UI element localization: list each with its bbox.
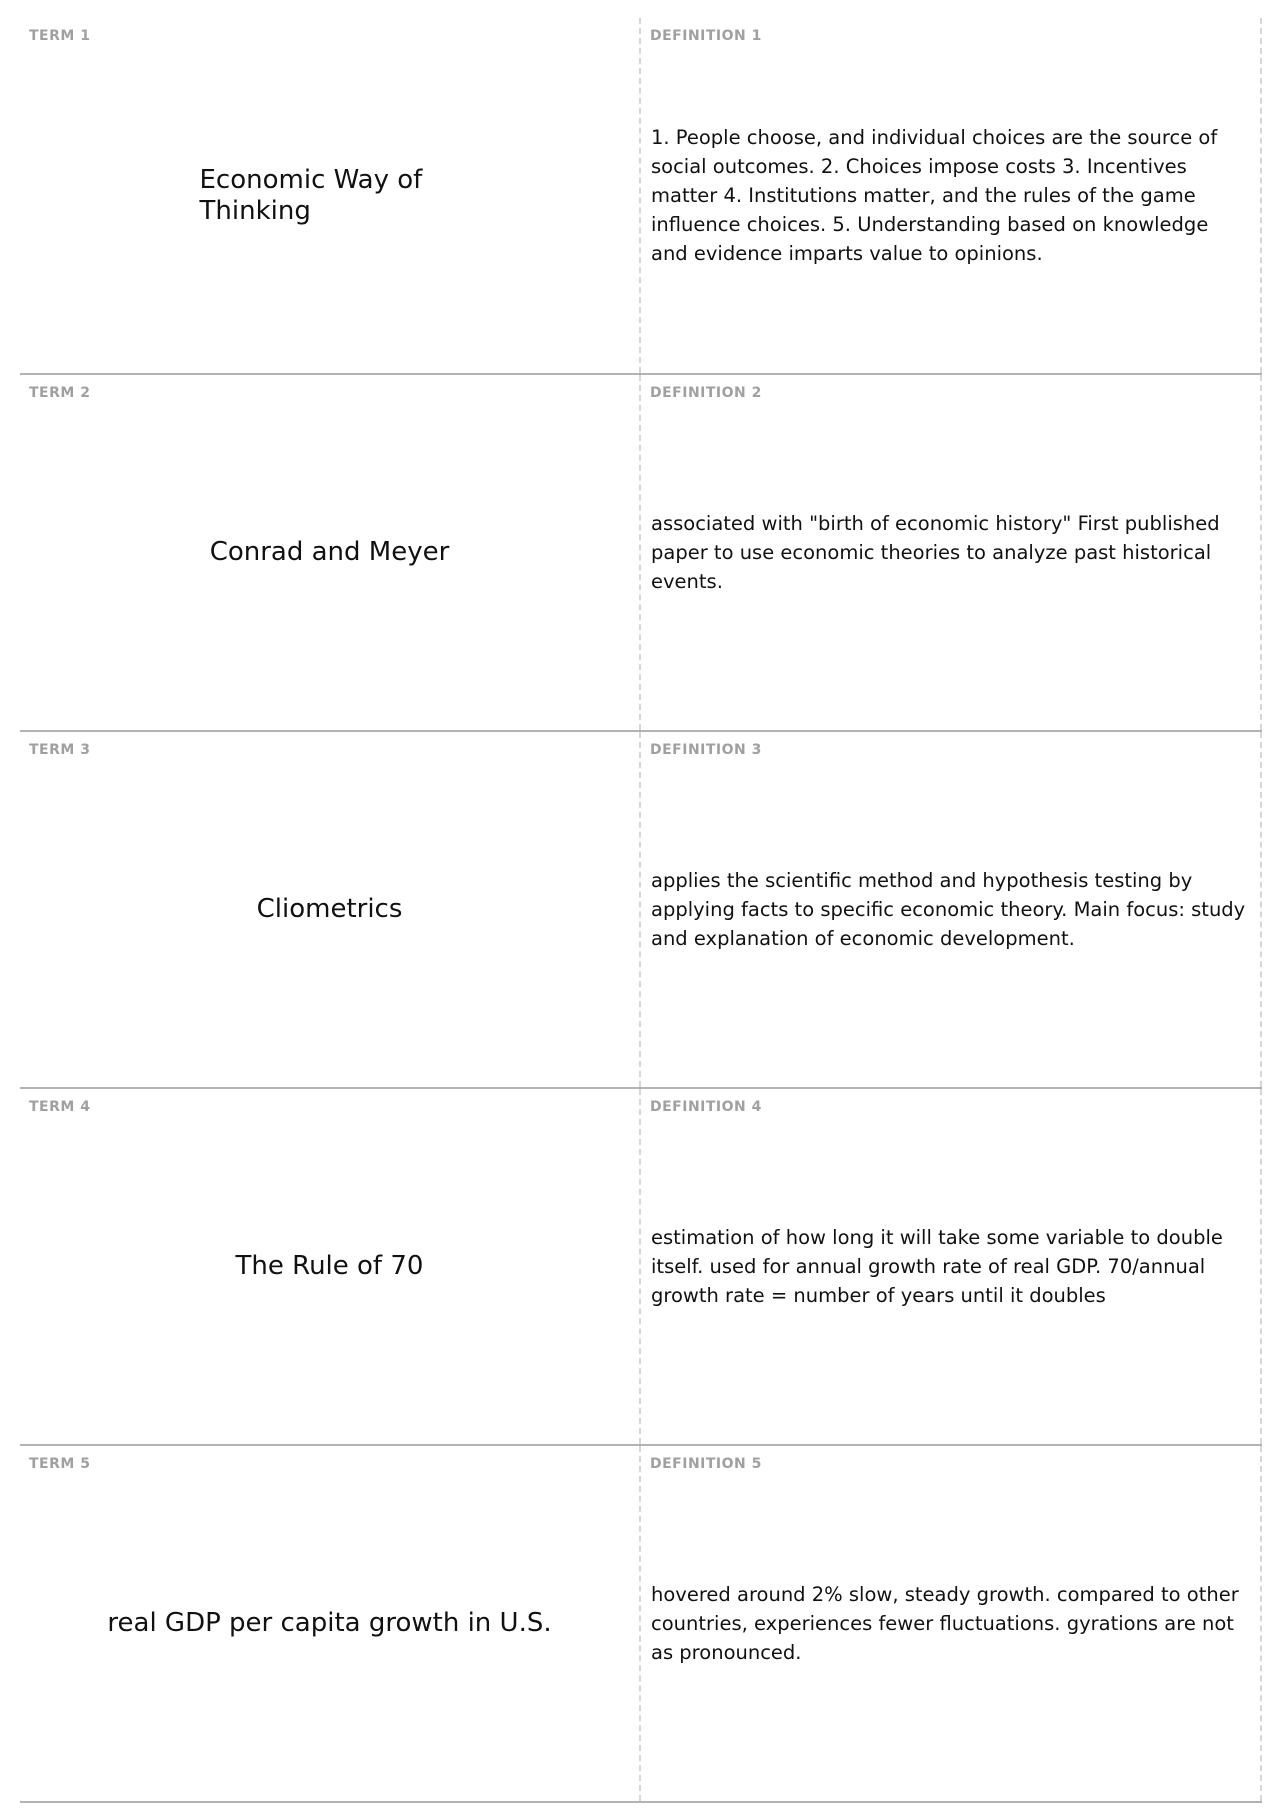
term-label: TERM 1	[29, 28, 91, 44]
definition-text: associated with "birth of economic history" First published paper to use economic theories to analyze past historical events.	[651, 512, 1220, 593]
definition-text: estimation of how long it will take some variable to double itself. used for annual growth rate of real GDP. 70/annual growth rate = number of years until it doubles	[651, 1226, 1223, 1307]
term-text: Cliometrics	[256, 894, 403, 924]
flashcard-sheet	[20, 18, 1262, 1803]
definition-label: DEFINITION 1	[650, 28, 762, 44]
term-label: TERM 2	[29, 385, 91, 401]
term-text: Economic Way of Thinking	[199, 164, 423, 226]
definition-label: DEFINITION 4	[650, 1099, 762, 1115]
term-text: Conrad and Meyer	[209, 537, 450, 567]
term-text: real GDP per capita growth in U.S.	[107, 1608, 552, 1638]
flashcard-row	[20, 1446, 1262, 1803]
term-cell	[20, 1089, 641, 1444]
term-cell	[20, 18, 641, 373]
definition-cell	[641, 18, 1262, 373]
definition-text: hovered around 2% slow, steady growth. compared to other countries, experiences fewer fluctuations. gyrations are not as pronounced.	[651, 1583, 1239, 1664]
definition-cell	[641, 375, 1262, 730]
flashcard-row	[20, 18, 1262, 375]
term-label: TERM 3	[29, 742, 91, 758]
term-label: TERM 5	[29, 1456, 91, 1472]
term-label: TERM 4	[29, 1099, 91, 1115]
definition-label: DEFINITION 5	[650, 1456, 762, 1472]
flashcard-row	[20, 732, 1262, 1089]
term-cell	[20, 375, 641, 730]
definition-text: applies the scientific method and hypothesis testing by applying facts to specific economic theory. Main focus: study and explanation of economic development.	[651, 869, 1246, 950]
term-text: The Rule of 70	[235, 1251, 424, 1281]
flashcard-row	[20, 375, 1262, 732]
definition-label: DEFINITION 2	[650, 385, 762, 401]
definition-cell	[641, 732, 1262, 1087]
term-cell	[20, 732, 641, 1087]
definition-label: DEFINITION 3	[650, 742, 762, 758]
term-cell	[20, 1446, 641, 1801]
definition-cell	[641, 1446, 1262, 1801]
flashcard-row	[20, 1089, 1262, 1446]
definition-text: 1. People choose, and individual choices are the source of social outcomes. 2. Choices impose costs 3. Incentives matter 4. Institutions matter, and the rules of the game influence choices. 5. Understanding based on knowledge and evidence imparts value to opinions.	[651, 126, 1218, 265]
definition-cell	[641, 1089, 1262, 1444]
